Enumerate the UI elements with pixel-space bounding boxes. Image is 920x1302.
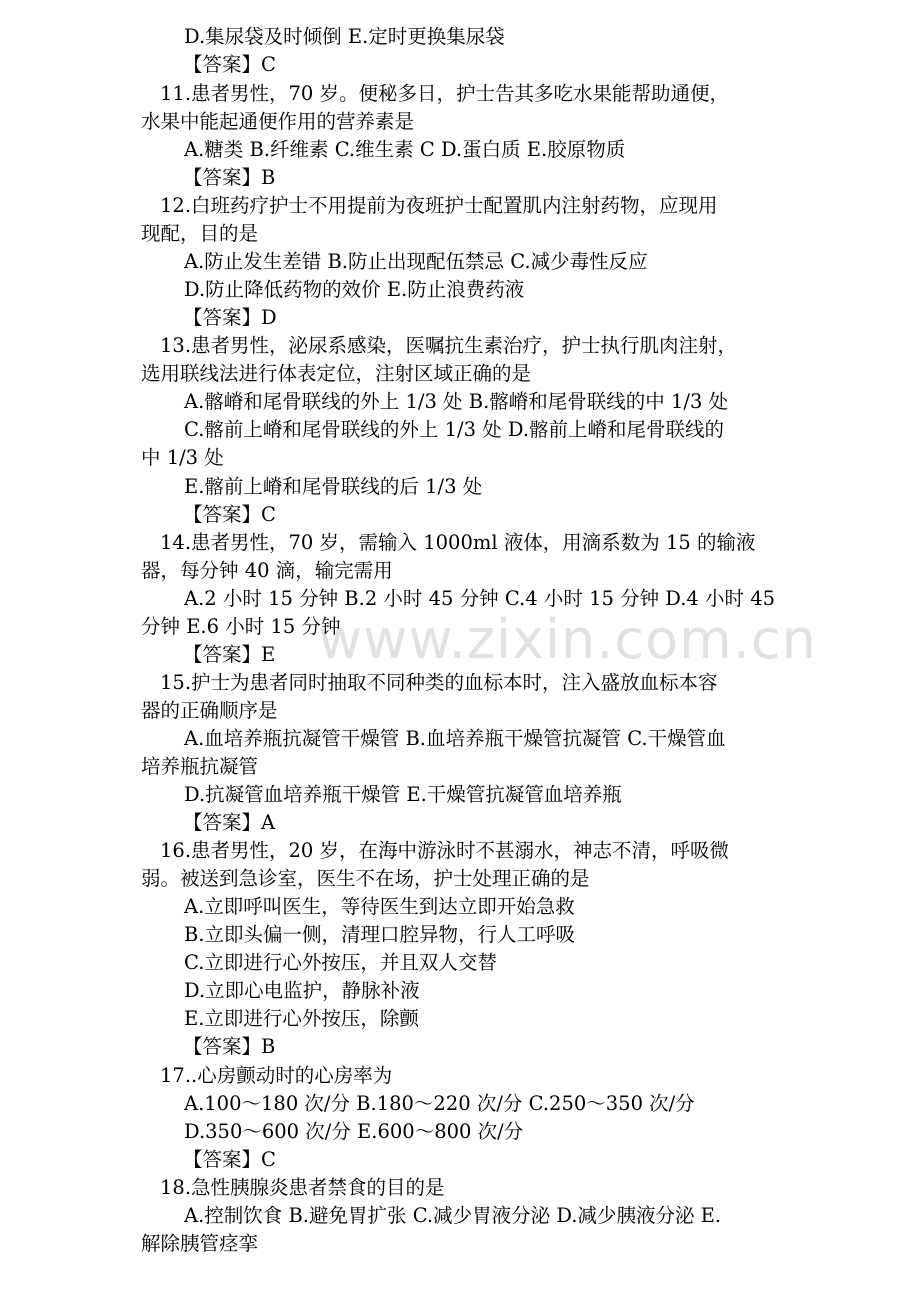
option-line: A.髂嵴和尾骨联线的外上 1/3 处 B.髂嵴和尾骨联线的中 1/3 处 bbox=[184, 390, 729, 413]
question-line: 17..心房颤动时的心房率为 bbox=[160, 1064, 393, 1087]
question-line: 16.患者男性，20 岁，在海中游泳时不甚溺水，神志不清，呼吸微 bbox=[160, 839, 730, 862]
option-line: E.髂前上嵴和尾骨联线的后 1/3 处 bbox=[184, 475, 483, 498]
watermark: www.zixin.com.cn bbox=[318, 608, 817, 671]
option-line: D.防止降低药物的效价 E.防止浪费药液 bbox=[184, 278, 525, 301]
option-line: A.防止发生差错 B.防止出现配伍禁忌 C.减少毒性反应 bbox=[184, 250, 648, 273]
question-line: 18.急性胰腺炎患者禁食的目的是 bbox=[160, 1176, 445, 1199]
option-line: A.100～180 次/分 B.180～220 次/分 C.250～350 次/分 bbox=[184, 1092, 695, 1115]
answer-line: 【答案】A bbox=[183, 811, 276, 834]
option-line: 分钟 E.6 小时 15 分钟 bbox=[141, 615, 341, 638]
option-line: A.2 小时 15 分钟 B.2 小时 45 分钟 C.4 小时 15 分钟 D.4 小时 45 bbox=[184, 587, 776, 610]
question-line: 选用联线法进行体表定位，注射区域正确的是 bbox=[141, 362, 532, 385]
answer-line: 【答案】E bbox=[183, 643, 276, 666]
option-line: A.糖类 B.纤维素 C.维生素 C D.蛋白质 E.胶原物质 bbox=[184, 138, 626, 161]
answer-line: 【答案】B bbox=[183, 166, 276, 189]
option-line: 解除胰管痉挛 bbox=[141, 1232, 259, 1255]
answer-line: 【答案】D bbox=[183, 306, 277, 329]
option-line: B.立即头偏一侧，清理口腔异物，行人工呼吸 bbox=[184, 923, 576, 946]
option-line: D.抗凝管血培养瓶干燥管 E.干燥管抗凝管血培养瓶 bbox=[184, 783, 622, 806]
option-line: A.立即呼叫医生，等待医生到达立即开始急救 bbox=[184, 895, 575, 918]
answer-line: 【答案】C bbox=[183, 1148, 276, 1171]
option-line: D.350～600 次/分 E.600～800 次/分 bbox=[184, 1120, 524, 1143]
answer-line: 【答案】C bbox=[183, 53, 276, 76]
question-line: 水果中能起通便作用的营养素是 bbox=[141, 110, 415, 133]
option-line: D.集尿袋及时倾倒 E.定时更换集尿袋 bbox=[184, 25, 505, 48]
question-line: 12.白班药疗护士不用提前为夜班护士配置肌内注射药物，应现用 bbox=[160, 194, 718, 217]
option-line: A.血培养瓶抗凝管干燥管 B.血培养瓶干燥管抗凝管 C.干燥管血 bbox=[184, 727, 726, 750]
question-line: 15.护士为患者同时抽取不同种类的血标本时，注入盛放血标本容 bbox=[160, 671, 718, 694]
option-line: 中 1/3 处 bbox=[141, 446, 224, 469]
option-line: A.控制饮食 B.避免胃扩张 C.减少胃液分泌 D.减少胰液分泌 E. bbox=[184, 1204, 722, 1227]
question-line: 器，每分钟 40 滴，输完需用 bbox=[141, 559, 393, 582]
option-line: C.髂前上嵴和尾骨联线的外上 1/3 处 D.髂前上嵴和尾骨联线的 bbox=[184, 418, 725, 441]
question-line: 弱。被送到急诊室，医生不在场，护士处理正确的是 bbox=[141, 867, 590, 890]
option-line: E.立即进行心外按压，除颤 bbox=[184, 1007, 419, 1030]
question-line: 14.患者男性，70 岁，需输入 1000ml 液体，用滴系数为 15 的输液 bbox=[160, 531, 756, 554]
question-line: 器的正确顺序是 bbox=[141, 699, 278, 722]
answer-line: 【答案】C bbox=[183, 503, 276, 526]
option-line: 培养瓶抗凝管 bbox=[141, 755, 259, 778]
answer-line: 【答案】B bbox=[183, 1035, 276, 1058]
question-line: 11.患者男性，70 岁。便秘多日，护士告其多吃水果能帮助通便， bbox=[160, 82, 730, 105]
option-line: D.立即心电监护，静脉补液 bbox=[184, 979, 420, 1002]
option-line: C.立即进行心外按压，并且双人交替 bbox=[184, 951, 497, 974]
question-line: 13.患者男性，泌尿系感染，医嘱抗生素治疗，护士执行肌肉注射， bbox=[160, 334, 738, 357]
question-line: 现配，目的是 bbox=[141, 222, 259, 245]
